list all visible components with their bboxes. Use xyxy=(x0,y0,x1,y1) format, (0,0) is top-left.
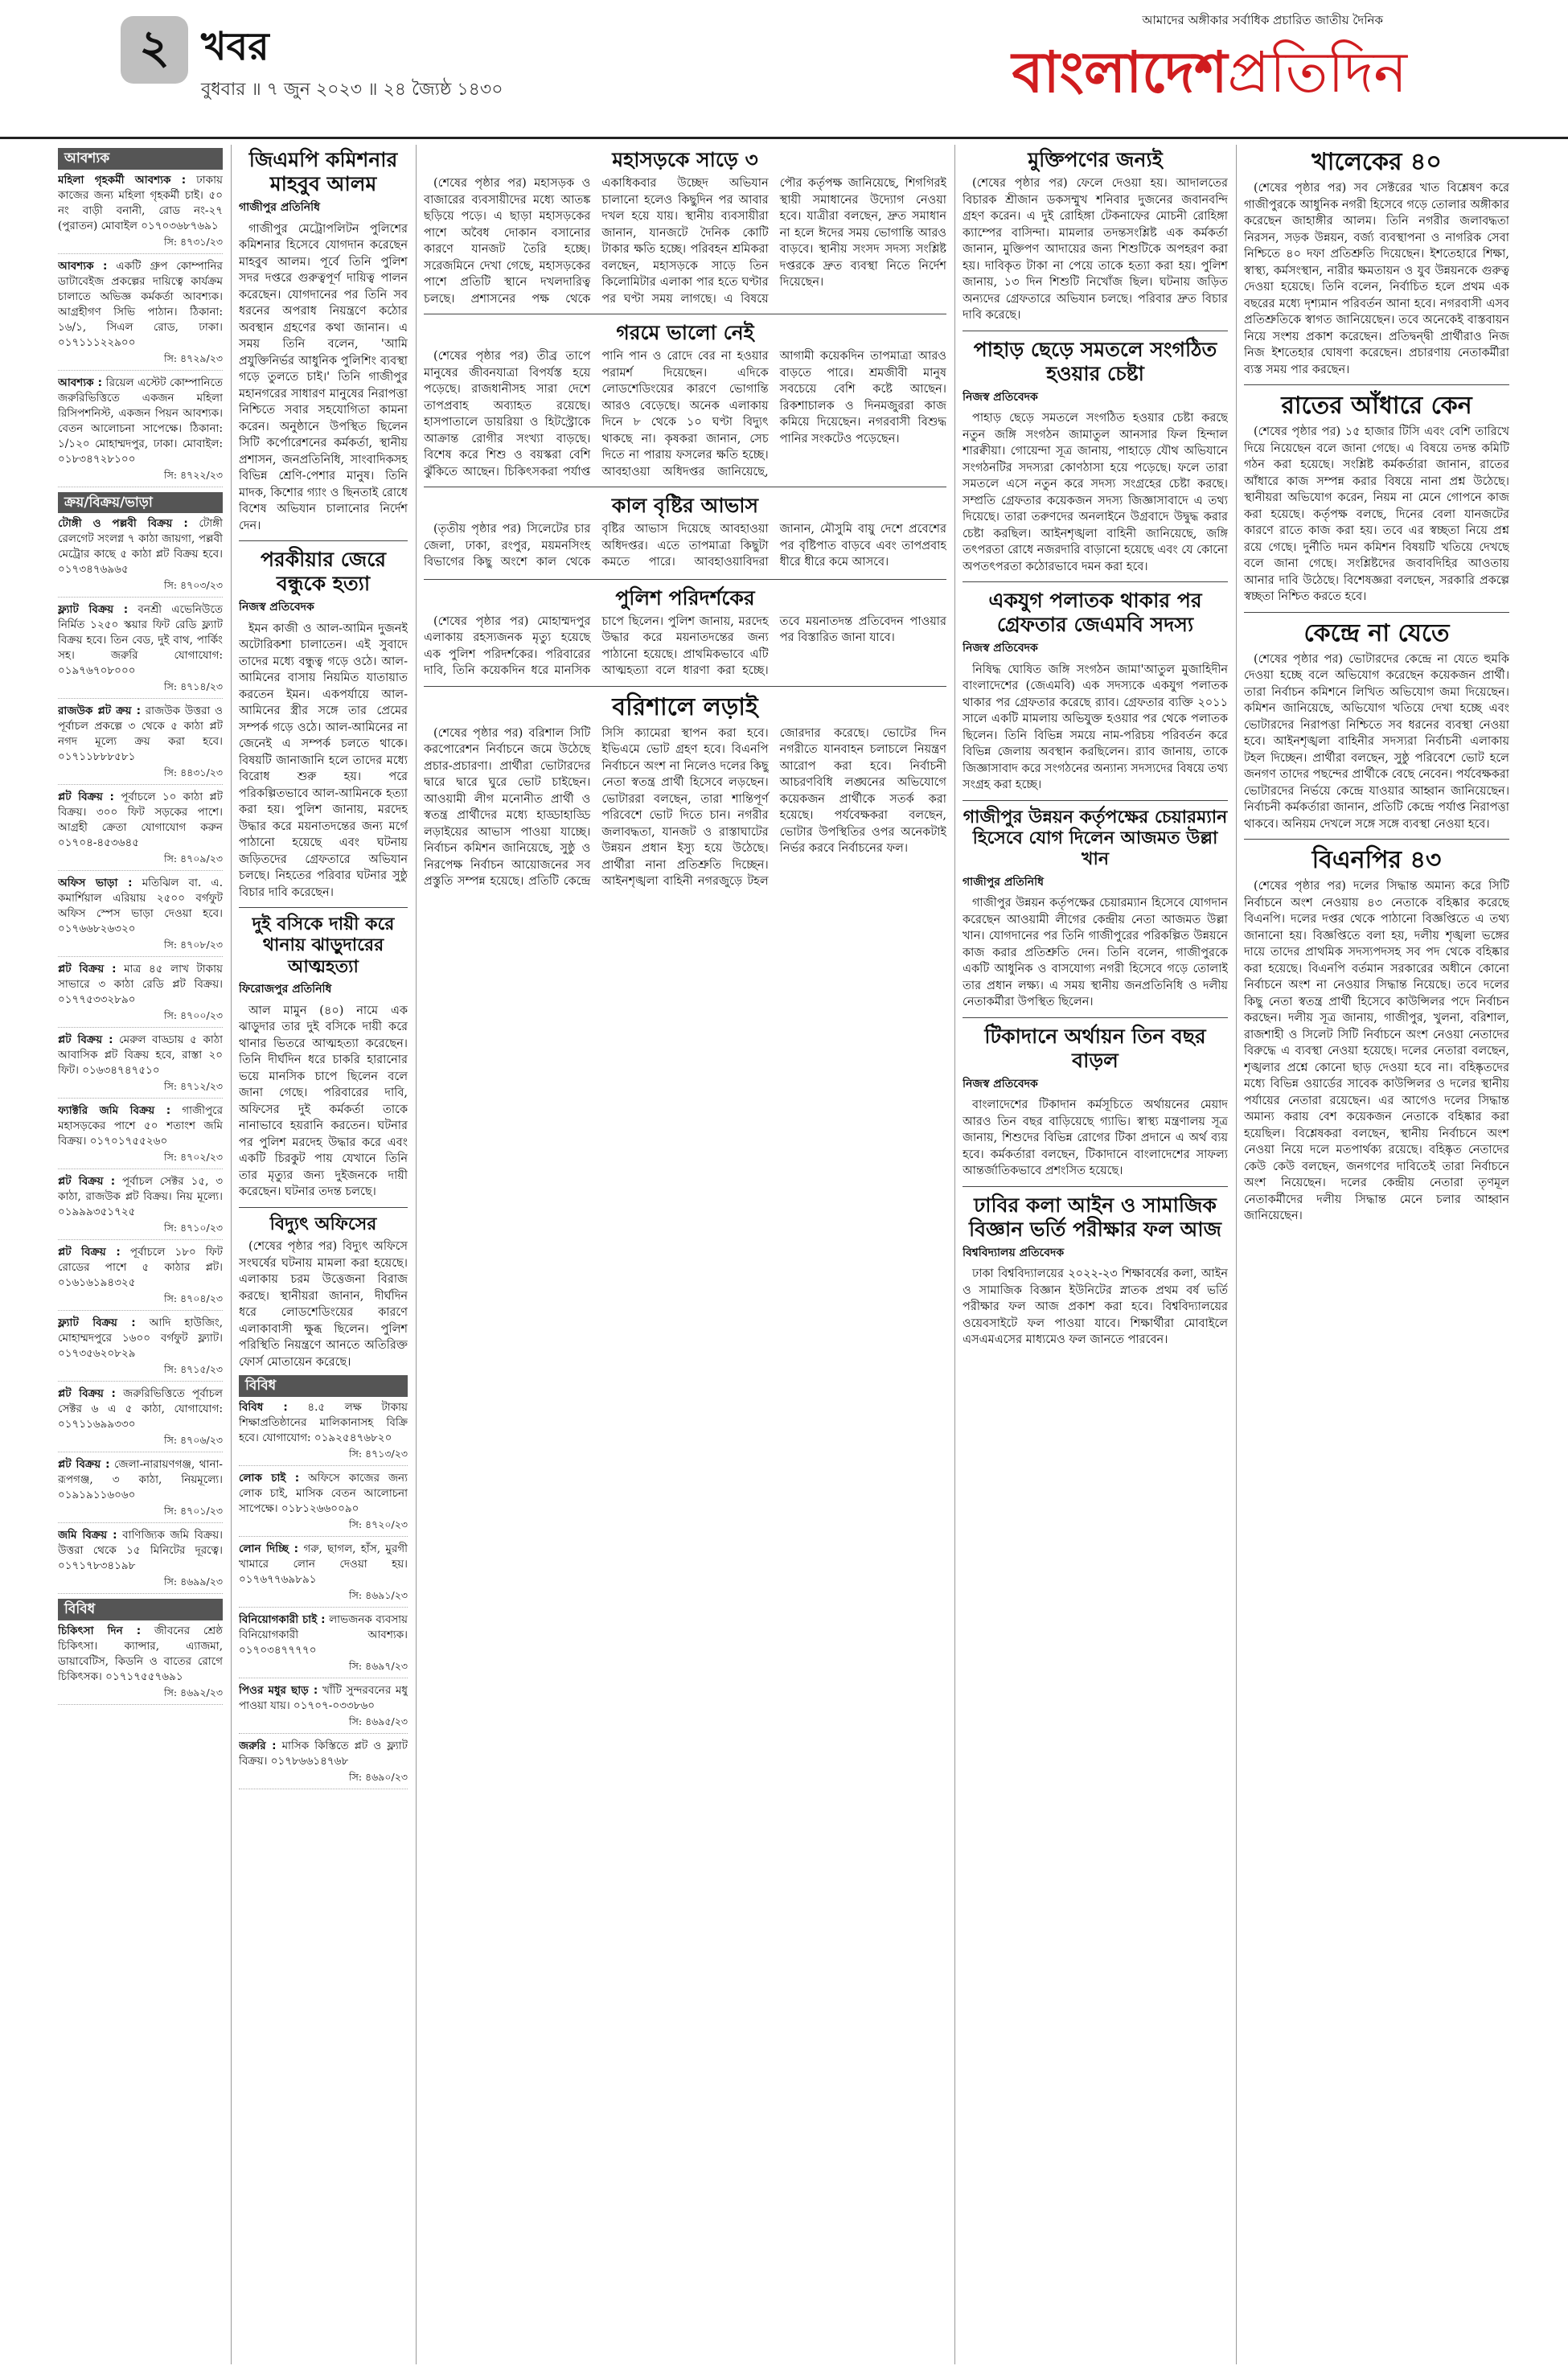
classified-ad xyxy=(239,1400,408,1466)
byline: বিশ্ববিদ্যালয় প্রতিবেদক xyxy=(963,1246,1065,1259)
classified-ad xyxy=(58,1103,223,1169)
classified-ad-body: আদি হাউজিং, মোহাম্মদপুরে ১৬০০ বর্গফুট ফ্ল্যাট। ০১৭৩৫৬২০৮২৯ xyxy=(58,1316,223,1360)
article-body: (শেষের পৃষ্ঠার পর) ভোটারদের কেন্দ্রে না যেতে হুমকি দেওয়া হচ্ছে বলে অভিযোগ করেছেন কয়েকজন প্রার্থী। তারা নির্বাচন কমিশনে লিখিত অভিযোগ জমা দিয়েছেন। কমিশন জানিয়েছে, অভিযোগ খতিয়ে দেখা হচ্ছে এবং ভোটারদের নিরাপত্তা নিশ্চিতে সব ধরনের ব্যবস্থা নেওয়া হবে। আইনশৃঙ্খলা বাহিনীর সদস্যরা নির্বাচনী এলাকায় টহল দিচ্ছেন। প্রার্থীরা বলছেন, সুষ্ঠু পরিবেশে ভোট হলে জনগণ তাদের পছন্দের প্রার্থীকে বেছে নেবেন। পর্যবেক্ষকরা ভোটারদের নির্ভয়ে কেন্দ্রে যাওয়ার আহ্বান জানিয়েছেন। নির্বাচনী কর্মকর্তারা জানান, প্রতিটি কেন্দ্রে পর্যাপ্ত নিরাপত্তা থাকবে। অনিয়ম দেখলে সঙ্গে সঙ্গে ব্যবস্থা নেওয়া হবে। xyxy=(1244,652,1509,831)
news-column-4 xyxy=(963,145,1228,2364)
classified-ad xyxy=(58,1033,223,1099)
page-header xyxy=(0,0,1568,139)
article-body: (শেষের পৃষ্ঠার পর) সব সেক্টরের খাত বিশ্লেষণ করে গাজীপুরকে আধুনিক নগরী হিসেবে গড়ে তোলার অঙ্গীকার করেছেন জাহাঙ্গীর আলম। তিনি নগরীর জলাবদ্ধতা নিরসন, সড়ক উন্নয়ন, বর্জ্য ব্যবস্থাপনা ও নাগরিক সেবা নিশ্চিতে ৪০ দফা প্রতিশ্রুতি দিয়েছেন। ইশতেহারে শিক্ষা, স্বাস্থ্য, কর্মসংস্থান, নারীর ক্ষমতায়ন ও যুব উন্নয়নকে গুরুত্ব দেওয়া হয়েছে। তিনি বলেন, নির্বাচিত হলে প্রথম এক বছরের মধ্যে দৃশ্যমান পরিবর্তন আনা হবে। নগরবাসী এসব প্রতিশ্রুতিকে স্বাগত জানিয়েছেন। তবে অনেকেই বাস্তবায়ন নিয়ে সংশয় প্রকাশ করেছেন। প্রতিদ্বন্দ্বী প্রার্থীরাও নিজ নিজ ইশতেহার ঘোষণা করেছেন। প্রচারণায় নেতাকর্মীরা ব্যস্ত সময় পার করছেন। xyxy=(1244,182,1509,376)
classified-ad-body: জেলা-নারায়ণগঞ্জ, থানা-রূপগঞ্জ, ৩ কাঠা, নিয়মূল্যে। ০১৯১৯১১৬০৬০ xyxy=(58,1458,223,1501)
classified-ad-body: গাজীপুরে মহাসড়কের পাশে ৫০ শতাংশ জমি বিক্রয়। ০১৭০১৭৫৫২৬০ xyxy=(58,1104,223,1148)
article-body: (শেষের পৃষ্ঠার পর) দলের সিদ্ধান্ত অমান্য করে সিটি নির্বাচনে অংশ নেওয়ায় ৪৩ নেতাকে বহিষ্কার করেছে বিএনপি। দলের দপ্তর থেকে পাঠানো বিজ্ঞপ্তিতে এ তথ্য জানানো হয়। বিজ্ঞপ্তিতে বলা হয়, দলীয় শৃঙ্খলা ভঙ্গের দায়ে তাদের প্রাথমিক সদস্যপদসহ সব পদ থেকে বহিষ্কার করা হয়েছে। বিএনপি বর্তমান সরকারের অধীনে কোনো নির্বাচনে অংশ না নেওয়ার সিদ্ধান্ত নিয়েছে। তবে দলের কিছু নেতা স্বতন্ত্র প্রার্থী হিসেবে কাউন্সিলর পদে নির্বাচন করছেন। দলীয় সূত্র জানায়, গাজীপুর, খুলনা, বরিশাল, রাজশাহী ও সিলেট সিটি নির্বাচনে অংশ নেওয়া নেতাদের বিরুদ্ধে এ ব্যবস্থা নেওয়া হয়েছে। দলের নেতারা বলছেন, শৃঙ্খলার প্রশ্নে কোনো ছাড় দেওয়া হবে না। বহিষ্কৃতদের মধ্যে বিভিন্ন ওয়ার্ডের সাবেক কাউন্সিলর ও দলের স্থানীয় পর্যায়ের নেতারা রয়েছেন। এর আগেও দলের সিদ্ধান্ত অমান্য করায় বেশ কয়েকজন নেতাকে বহিষ্কার করা হয়েছিল। বিশ্লেষকরা বলছেন, স্থানীয় নির্বাচনে অংশ নেওয়া নিয়ে দলে মতপার্থক্য রয়েছে। বহিষ্কৃত নেতাদের কেউ কেউ বলছেন, জনগণের দাবিতেই তারা নির্বাচনে অংশ নিয়েছেন। দলের কেন্দ্রীয় নেতারা তৃণমূল নেতাকর্মীদের দলীয় সিদ্ধান্ত মেনে চলার আহ্বান জানিয়েছেন। xyxy=(1244,880,1509,1222)
classified-ad xyxy=(58,704,223,785)
classified-ad-body: পূর্বাচল সেক্টর ১৫, ৩ কাঠা, রাজউক প্লট বিক্রয়। নিয় মূল্যে। ০১৯৯৯৩৫১৭২৫ xyxy=(58,1175,223,1218)
headline: গাজীপুর উন্নয়ন কর্তৃপক্ষের চেয়ারম্যান হিসেবে যোগ দিলেন আজমত উল্লা খান xyxy=(963,807,1228,870)
classified-ad xyxy=(239,1739,408,1789)
classified-ad-code: সি: ৪৭১৪/২৩ xyxy=(164,680,223,692)
headline: ঢাবির কলা আইন ও সামাজিক বিজ্ঞান ভর্তি পরীক্ষার ফল আজ xyxy=(968,1193,1222,1241)
classified-ad-title: ফ্যাক্টরি জমি বিক্রয় : xyxy=(58,1104,171,1117)
classified-ad xyxy=(58,1624,223,1705)
news-column-2 xyxy=(239,145,408,2364)
article-body: (শেষের পৃষ্ঠার পর) মোহাম্মদপুর এলাকায় রহস্যজনক মৃত্যু হয়েছে এক পুলিশ পরিদর্শকের। পরিবারের দাবি, তিনি কয়েকদিন ধরে মানসিক চাপে ছিলেন। পুলিশ জানায়, মরদেহ উদ্ধার করে ময়নাতদন্তের জন্য পাঠানো হয়েছে। প্রাথমিকভাবে এটি আত্মহত্যা বলে ধারণা করা হচ্ছে। তবে ময়নাতদন্ত প্রতিবেদন পাওয়ার পর বিস্তারিত জানা যাবে। xyxy=(424,614,946,677)
classified-ad-code: সি: ৪৭০৬/২৩ xyxy=(164,1434,223,1446)
classified-ad-code: সি: ৪৭০৯/২৩ xyxy=(164,852,223,865)
classified-ad-body: রিয়েল এস্টেট কোম্পানিতে জরুরিভিত্তিতে একজন মহিলা রিসিপশনিস্ট, একজন পিয়ন আবশ্যক। বেতন আলোচনা সাপেক্ষে। ঠিকানা: ১/১২০ মোহাম্মদপুর, ঢাকা। মোবাইল: ০১৮৩৪৭২৮১০০ xyxy=(58,376,223,466)
headline: বিএনপির ৪৩ xyxy=(1311,846,1442,874)
headline: পুলিশ পরিদর্শকের xyxy=(615,585,755,610)
classified-ad xyxy=(58,1316,223,1382)
classified-section-heading: বিবিধ xyxy=(58,1599,223,1620)
classified-ad-body: মাত্র ৪৫ লাখ টাকায় সাভারে ৩ কাঠা রেডি প্লট বিক্রয়। ০১৭৭৫৩৩২৮৯০ xyxy=(58,963,223,1006)
classified-ad xyxy=(58,1528,223,1594)
classified-ad-code: সি: ৪৪৩১/২৩ xyxy=(164,766,223,778)
page-number: ২ xyxy=(121,16,188,84)
headline: কাল বৃষ্টির আভাস xyxy=(611,494,759,517)
classified-ad-title: মহিলা গৃহকর্মী আবশ্যক : xyxy=(58,173,187,187)
classified-ad-title: টোঙ্গী ও পল্লবী বিক্রয় : xyxy=(58,517,188,530)
classified-ad-title: আবশ্যক : xyxy=(58,259,108,273)
classified-ad-title: প্লট বিক্রয় : xyxy=(58,1175,116,1188)
headline: জিএমপি কমিশনার মাহবুব আলম xyxy=(248,148,398,195)
headline: পরকীয়ার জেরে বন্ধুকে হত্যা xyxy=(260,548,387,595)
classifieds-column xyxy=(58,145,223,2364)
byline: নিজস্ব প্রতিবেদক xyxy=(239,601,314,614)
classified-ad-code: সি: ৪৬৯৯/২৩ xyxy=(164,1575,223,1587)
article-body: (শেষের পৃষ্ঠার পর) তীব্র তাপে মানুষের জীবনযাত্রা বিপর্যস্ত হয়ে পড়েছে। রাজধানীসহ সারা দেশে তাপপ্রবাহ অব্যাহত রয়েছে। হাসপাতালে ডায়রিয়া ও হিটস্ট্রোকে আক্রান্ত রোগীর সংখ্যা বাড়ছে। বিশেষ করে শিশু ও বয়স্করা বেশি ঝুঁকিতে আছেন। চিকিৎসকরা পর্যাপ্ত পানি পান ও রোদে বের না হওয়ার পরামর্শ দিয়েছেন। এদিকে লোডশেডিংয়ের কারণে ভোগান্তি আরও বেড়েছে। অনেক এলাকায় দিনে ৮ থেকে ১০ ঘণ্টা বিদ্যুৎ থাকছে না। কৃষকরা জানান, সেচ দিতে না পারায় ফসলের ক্ষতি হচ্ছে। আবহাওয়া অধিদপ্তর জানিয়েছে, আগামী কয়েকদিন তাপমাত্রা আরও বাড়তে পারে। শ্রমজীবী মানুষ সবচেয়ে বেশি কষ্টে আছেন। রিকশাচালক ও দিনমজুররা কাজ কমিয়ে দিয়েছেন। নগরবাসী বিশুদ্ধ পানির সংকটেও পড়েছেন। xyxy=(424,350,946,478)
byline: গাজীপুর প্রতিনিধি xyxy=(239,201,321,214)
classified-ad-body: টোঙ্গী রেলগেট সংলগ্ন ৭ কাঠা জায়গা, পল্লবী মেট্রোর কাছে ৫ কাঠা প্লট বিক্রয় হবে। ০১৭৩৪৭৬৯৬৫ xyxy=(58,517,223,576)
logo-tagline: আমাদের অঙ্গীকার সর্বাধিক প্রচারিত জাতীয় দৈনিক xyxy=(1142,13,1383,27)
classified-ad-code: সি: ৪৭০১/২৩ xyxy=(164,1505,223,1517)
classified-ad-code: সি: ৪৭১০/২৩ xyxy=(164,1222,223,1234)
article-body: (শেষের পৃষ্ঠার পর) বিদ্যুৎ অফিসে সংঘর্ষের ঘটনায় মামলা করা হয়েছে। এলাকায় চরম উত্তেজনা বিরাজ করছে। স্থানীয়রা জানান, দীর্ঘদিন ধরে লোডশেডিংয়ের কারণে এলাকাবাসী ক্ষুব্ধ ছিলেন। পুলিশ পরিস্থিতি নিয়ন্ত্রণে আনতে অতিরিক্ত ফোর্স মোতায়েন করেছে। xyxy=(239,1240,408,1369)
article-body: গাজীপুর মেট্রোপলিটন পুলিশের কমিশনার হিসেবে যোগদান করেছেন মাহবুব আলম। পূর্বে তিনি পুলিশ সদর দপ্তরে গুরুত্বপূর্ণ দায়িত্ব পালন করেছেন। যোগদানের পর তিনি সব ধরনের অপরাধ নিয়ন্ত্রণে কঠোর অবস্থান গ্রহণের কথা জানান। এ সময় তিনি বলেন, 'আমি প্রযুক্তিনির্ভর আধুনিক পুলিশিং ব্যবস্থা গড়ে তুলতে চাই।' তিনি গাজীপুর মহানগরের সাধারণ মানুষের নিরাপত্তা নিশ্চিতে সবার সহযোগিতা কামনা করেন। অনুষ্ঠানে উপস্থিত ছিলেন সিটি কর্পোরেশনের কর্মকর্তা, স্থানীয় প্রশাসন, জনপ্রতিনিধি, সাংবাদিকসহ বিভিন্ন শ্রেণি-পেশার মানুষ। তিনি মাদক, কিশোর গ্যাং ও ছিনতাই রোধে বিশেষ অভিযান চালানোর নির্দেশ দেন। xyxy=(239,222,408,532)
headline: বরিশালে লড়াই xyxy=(612,692,758,721)
classified-ad-body: রাজউক উত্তরা ও পূর্বাচল প্রকল্পে ৩ থেকে ৫ কাঠা প্লট নগদ মূল্যে ক্রয় করা হবে। ০১৭১১৮৮৮৫৮১ xyxy=(58,704,223,763)
classified-ad-body: জীবনের শ্রেষ্ঠ চিকিৎসা। ক্যান্সার, এ্যাজমা, ডায়াবেটিস, কিডনি ও বাতের রোগে চিকিৎসক। ০১৭১৭৫৫৭৬৯১ xyxy=(58,1624,223,1683)
classified-ad-title: আবশ্যক : xyxy=(58,376,103,389)
classified-section-heading: আবশ্যক xyxy=(58,148,223,170)
classified-ad-code: সি: ৪৭১৩/২৩ xyxy=(349,1447,408,1460)
classified-ad-body: খাঁটি সুন্দরবনের মধু পাওয়া যায়। ০১৭০৭-০৩৩৮৬০ xyxy=(239,1683,408,1712)
headline: বিদ্যুৎ অফিসের xyxy=(269,1214,377,1234)
byline: ফিরোজপুর প্রতিনিধি xyxy=(239,983,332,996)
classified-ad-title: পিওর মধুর ছাড় : xyxy=(239,1683,318,1697)
article-body: গাজীপুর উন্নয়ন কর্তৃপক্ষের চেয়ারম্যান হিসেবে যোগদান করেছেন আওয়ামী লীগের কেন্দ্রীয় নেতা আজমত উল্লা খান। যোগদানের পর তিনি গাজীপুরের পরিকল্পিত উন্নয়নে কাজ করার প্রতিশ্রুতি দেন। তিনি বলেন, গাজীপুরকে একটি আধুনিক ও বাসযোগ্য নগরী হিসেবে গড়ে তোলাই তার প্রধান লক্ষ্য। এ সময় স্থানীয় জনপ্রতিনিধি ও দলীয় নেতাকর্মীরা উপস্থিত ছিলেন। xyxy=(963,897,1228,1009)
classified-ad xyxy=(58,1386,223,1452)
classified-ad xyxy=(58,259,223,371)
classified-ad-code: সি: ৪৭১২/২৩ xyxy=(164,1080,223,1092)
article-body: ইমন কাজী ও আল-আমিন দুজনই অটোরিকশা চালাতেন। এই সুবাদে তাদের মধ্যে বন্ধুত্ব গড়ে ওঠে। আল-আমিনের বাসায় নিয়মিত যাতায়াত করতেন ইমন। একপর্যায়ে আল-আমিনের স্ত্রীর সঙ্গে তার প্রেমের সম্পর্ক গড়ে ওঠে। আল-আমিনের না জেনেই এ সম্পর্ক চলতে থাকে। বিষয়টি জানাজানি হলে তাদের মধ্যে বিরোধ শুরু হয়। পরে পরিকল্পিতভাবে আল-আমিনকে হত্যা করা হয়। পুলিশ জানায়, মরদেহ উদ্ধার করে ময়নাতদন্তের জন্য মর্গে পাঠানো হয়েছে এবং ঘটনায় জড়িতদের গ্রেফতারে অভিযান চলছে। নিহতের পরিবার ঘটনার সুষ্ঠু বিচার দাবি করেছেন। xyxy=(239,622,408,899)
classified-ad-body: ৪.৫ লক্ষ টাকায় শিক্ষাপ্রতিষ্ঠানের মালিকানাসহ বিক্রি হবে। যোগাযোগ: ০১৯২৫৪৭৬৮২০ xyxy=(239,1400,408,1444)
classified-ad-body: মাসিক কিস্তিতে প্লট ও ফ্ল্যাট বিক্রয়। ০১৭৮৬৬১৪৭৬৮ xyxy=(239,1739,408,1768)
classified-ad xyxy=(58,173,223,254)
byline: নিজস্ব প্রতিবেদক xyxy=(963,642,1038,655)
headline: কেন্দ্রে না যেতে xyxy=(1303,618,1450,647)
classified-ad-title: বিবিধ : xyxy=(239,1400,288,1414)
classified-ad xyxy=(239,1542,408,1608)
headline: রাতের আঁধারে কেন xyxy=(1281,392,1472,420)
headline: মুক্তিপণের জন্যই xyxy=(1028,148,1163,171)
classified-ad-code: সি: ৪৭৩১/২৩ xyxy=(164,235,223,248)
headline: টিকাদানে অর্থায়ন তিন বছর বাড়ল xyxy=(984,1024,1206,1072)
classified-ad-title: প্লট বিক্রয় : xyxy=(58,791,114,803)
classified-ad-title: অফিস ভাড়া : xyxy=(58,877,133,889)
classified-ad xyxy=(58,876,223,957)
article-body: (শেষের পৃষ্ঠার পর) বরিশাল সিটি করপোরেশন নির্বাচনে জমে উঠেছে প্রচার-প্রচারণা। প্রার্থীরা ভোটারদের দ্বারে দ্বারে ঘুরে ভোট চাইছেন। আওয়ামী লীগ মনোনীত প্রার্থী ও স্বতন্ত্র প্রার্থীদের মধ্যে হাড্ডাহাড্ডি লড়াইয়ের আভাস পাওয়া যাচ্ছে। নির্বাচন কমিশন জানিয়েছে, সুষ্ঠু ও নিরপেক্ষ নির্বাচন আয়োজনের সব প্রস্তুতি সম্পন্ন হয়েছে। প্রতিটি কেন্দ্রে সিসি ক্যামেরা স্থাপন করা হবে। ইভিএমে ভোট গ্রহণ হবে। বিএনপি নির্বাচনে অংশ না নিলেও দলের কিছু নেতা স্বতন্ত্র প্রার্থী হিসেবে লড়ছেন। ভোটাররা বলছেন, তারা শান্তিপূর্ণ পরিবেশে ভোট দিতে চান। নগরীর জলাবদ্ধতা, যানজট ও রাস্তাঘাটের উন্নয়ন প্রধান ইস্যু হয়ে উঠেছে। প্রার্থীরা নানা প্রতিশ্রুতি দিচ্ছেন। আইনশৃঙ্খলা বাহিনী নগরজুড়ে টহল জোরদার করেছে। ভোটের দিন নগরীতে যানবাহন চলাচলে নিয়ন্ত্রণ আরোপ করা হবে। নির্বাচনী আচরণবিধি লঙ্ঘনের অভিযোগে কয়েকজন প্রার্থীকে সতর্ক করা হয়েছে। পর্যবেক্ষকরা বলছেন, ভোটার উপস্থিতির ওপর অনেকটাই নির্ভর করবে নির্বাচনের ফল। xyxy=(424,726,946,888)
article-body: (শেষের পৃষ্ঠার পর) ফেলে দেওয়া হয়। আদালতের বিচারক শ্রীজান ডকসম্মুখ শনিবার দুজনের জবানবন্দি গ্রহণ করেন। এ দুই রোহিঙ্গা টেকনাফের মোচনী রোহিঙ্গা ক্যাম্পের বাসিন্দা। মামলার তদন্তসংশ্লিষ্ট এক কর্মকর্তা জানান, মুক্তিপণ আদায়ের জন্য শিশুটিকে অপহরণ করা হয়। দাবিকৃত টাকা না পেয়ে তাকে হত্যা করা হয়। পুলিশ জানায়, ১৩ দিন শিশুটি নিখোঁজ ছিল। ঘটনায় জড়িত অন্যদের গ্রেফতারে অভিযান চলছে। পরিবার দ্রুত বিচার দাবি করেছে। xyxy=(963,177,1228,322)
date-line: বুধবার ॥ ৭ জুন ২০২৩ ॥ ২৪ জ্যৈষ্ঠ ১৪৩০ xyxy=(201,80,503,100)
headline: গরমে ভালো নেই xyxy=(616,321,754,344)
classified-ad-code: সি: ৪৬৯১/২৩ xyxy=(349,1588,408,1601)
headline: দুই বসিকে দায়ী করে থানায় ঝাড়ুদারের আত্মহত্যা xyxy=(252,914,395,977)
classified-ad xyxy=(239,1471,408,1537)
classified-ad-body: গরু, ছাগল, হাঁস, মুরগী খামারে লোন দেওয়া হয়। ০১৭৬৭৭৬৯৮৯১ xyxy=(239,1542,408,1586)
article-body: (শেষের পৃষ্ঠার পর) ১৫ হাজার টিসি এবং বেশি তারিখে দিয়ে নিয়েছেন বলে জানা গেছে। এ বিষয়ে তদন্ত কমিটি গঠন করা হয়েছে। সংশ্লিষ্ট কর্মকর্তারা জানান, রাতের আঁধারে কাজ সম্পন্ন করার বিষয়ে নানা প্রশ্ন উঠেছে। স্থানীয়রা অভিযোগ করেন, নিয়ম না মেনে গোপনে কাজ করা হয়েছে। কর্তৃপক্ষ বলছে, দিনের বেলা যানজটের কারণে রাতে কাজ করা হয়। তবে এর স্বচ্ছতা নিয়ে প্রশ্ন রয়ে গেছে। দুর্নীতি দমন কমিশন বিষয়টি খতিয়ে দেখছে বলে জানা গেছে। সংশ্লিষ্টদের জবাবদিহির আওতায় আনার দাবি উঠেছে। বিশেষজ্ঞরা বলছেন, সরকারি প্রকল্পে স্বচ্ছতা নিশ্চিত করতে হবে। xyxy=(1244,425,1509,603)
classified-ad xyxy=(239,1683,408,1734)
classified-ad-body: জরুরিভিত্তিতে পূর্বাচল সেক্টর ৬ এ ৫ কাঠা, যোগাযোগ: ০১৭১১৬৯৯৩৩০ xyxy=(58,1387,223,1431)
classified-ad-code: সি: ৪৭১৫/২৩ xyxy=(164,1363,223,1375)
headline: খালেকের ৪০ xyxy=(1311,148,1442,176)
classified-ad xyxy=(58,1245,223,1311)
classified-ad-title: প্লট বিক্রয় : xyxy=(58,1387,116,1400)
article-body: নিষিদ্ধ ঘোষিত জঙ্গি সংগঠন জামা'আতুল মুজাহিদীন বাংলাদেশের (জেএমবি) এক সদস্যকে একযুগ পলাতক থাকার পর গ্রেফতার করেছে র‌্যাব। গ্রেফতার ব্যক্তি ২০১১ সালে একটি মামলায় অভিযুক্ত হওয়ার পর থেকে পলাতক ছিলেন। তিনি বিভিন্ন সময়ে নাম-পরিচয় পরিবর্তন করে বিভিন্ন জেলায় অবস্থান করছিলেন। র‌্যাব জানায়, তাকে জিজ্ঞাসাবাদ করে সংগঠনের অন্যান্য সদস্যদের বিষয়ে তথ্য সংগ্রহ করা হচ্ছে। xyxy=(963,663,1228,791)
classified-ad-body: একটি গ্রুপ কোম্পানির ডাটাবেইজ প্রকল্পের দায়িত্বে কার্যক্রম চালাতে অভিজ্ঞ কর্মকর্তা আবশ্যক। আগ্রহীগণ সিভি পাঠান। ঠিকানা: ১৬/১, সিএল রোড, ঢাকা। ০১৭১১১২২৯০০ xyxy=(58,259,223,349)
classified-ad-title: লোক চাই : xyxy=(239,1471,300,1485)
article-body: আল মামুন (৪০) নামে এক ঝাড়ুদার তার দুই বসিকে দায়ী করে থানার ভিতরে আত্মহত্যা করেছেন। তিনি দীর্ঘদিন ধরে চাকরি হারানোর ভয়ে মানসিক চাপে ছিলেন বলে জানা গেছে। পরিবারের দাবি, অফিসের দুই কর্মকর্তা তাকে নানাভাবে হয়রানি করতেন। ঘটনার পর পুলিশ মরদেহ উদ্ধার করে এবং একটি চিরকুট পায় যেখানে তিনি তার মৃত্যুর জন্য দুইজনকে দায়ী করেছেন। ঘটনার তদন্ত চলছে। xyxy=(239,1004,408,1199)
classified-ad-code: সি: ৪৭২৯/২৩ xyxy=(164,351,223,364)
classified-ad-title: জরুরি : xyxy=(239,1739,277,1752)
news-column-5 xyxy=(1244,145,1509,2364)
classified-ad-code: সি: ৪৭২০/২৩ xyxy=(349,1518,408,1530)
headline: একযুগ পলাতক থাকার পর গ্রেফতার জেএমবি সদস্য xyxy=(988,589,1202,636)
article-body: বাংলাদেশের টিকাদান কর্মসূচিতে অর্থায়নের মেয়াদ আরও তিন বছর বাড়িয়েছে গ্যাভি। স্বাস্থ্য মন্ত্রণালয় সূত্র জানায়, শিশুদের বিভিন্ন রোগের টিকা প্রদানে এ অর্থ ব্যয় হবে। কর্মকর্তারা বলছেন, টিকাদানে বাংলাদেশের সাফল্য আন্তর্জাতিকভাবে প্রশংসিত হয়েছে। xyxy=(963,1099,1228,1178)
classified-ad xyxy=(58,516,223,598)
newspaper-logo: বাংলাদেশপ্রতিদিন xyxy=(1012,39,1407,105)
classified-ad-body: লাভজনক ব্যবসায় বিনিয়োগকারী আবশ্যক। ০১৭০৩৪৭৭৭৭০ xyxy=(239,1612,408,1657)
classified-ad-body: পূর্বাচলে ১০ কাঠা প্লট বিক্রয়। ৩০০ ফিট সড়কের পাশে। আগ্রহী ক্রেতা যোগাযোগ করুন ০১৭০৪-৪৫৩৬৪৫ xyxy=(58,791,223,849)
classified-ad-title: বিনিয়োগকারী চাই : xyxy=(239,1612,326,1626)
classified-ad-code: সি: ৪৬৯৭/২৩ xyxy=(349,1659,408,1672)
classified-ad-code: সি: ৪৭২২/২৩ xyxy=(164,468,223,481)
classified-ad xyxy=(58,1174,223,1240)
classified-ad-body: মতিঝিল বা. এ. কমার্শিয়াল এরিয়ায় ২৫০০ বর্গফুট অফিস স্পেস ভাড়া দেওয়া হবে। ০১৭৬৬৮২৬৩২০ xyxy=(58,877,223,935)
classified-ad xyxy=(58,602,223,699)
classified-ad-code: সি: ৪৬৯২/২৩ xyxy=(164,1686,223,1698)
classified-ad-title: জমি বিক্রয় : xyxy=(58,1529,117,1542)
classified-ad-code: সি: ৪৭০৪/২৩ xyxy=(164,1292,223,1304)
classified-ad xyxy=(58,376,223,487)
classified-ad-title: ফ্ল্যাট বিক্রয় : xyxy=(58,1316,136,1329)
classified-ad-code: সি: ৪৭০৮/২৩ xyxy=(164,939,223,951)
classified-ad-title: চিকিৎসা দিন : xyxy=(58,1624,142,1637)
article-body: ঢাকা বিশ্ববিদ্যালয়ের ২০২২-২৩ শিক্ষাবর্ষের কলা, আইন ও সামাজিক বিজ্ঞান ইউনিটের স্নাতক প্রথম বর্ষ ভর্তি পরীক্ষার ফল আজ প্রকাশ করা হবে। বিশ্ববিদ্যালয়ের ওয়েবসাইটে ফল পাওয়া যাবে। শিক্ষার্থীরা মোবাইলে এসএমএসের মাধ্যমেও ফল জানতে পারবেন। xyxy=(963,1267,1228,1347)
article-body: পাহাড় ছেড়ে সমতলে সংগঠিত হওয়ার চেষ্টা করছে নতুন জঙ্গি সংগঠন জামাতুল আনসার ফিল হিন্দাল শারক্বীয়া। গোয়েন্দা সূত্র জানায়, পাহাড়ে যৌথ অভিযানে সংগঠনটির সদস্যরা কোণঠাসা হয়ে পড়েছে। ফলে তারা সমতলে এসে নতুন করে সদস্য সংগ্রহের চেষ্টা করছে। সম্প্রতি গ্রেফতার কয়েকজন সদস্য জিজ্ঞাসাবাদে এ তথ্য দিয়েছে। তারা তরুণদের অনলাইনে উগ্রবাদে উদ্বুদ্ধ করার চেষ্টা করছিল। আইনশৃঙ্খলা বাহিনী জানিয়েছে, জঙ্গি তৎপরতা রোধে নজরদারি বাড়ানো হয়েছে এবং যে কোনো অপতৎপরতা কঠোরভাবে দমন করা হবে। xyxy=(963,412,1228,573)
section-title: খবর xyxy=(201,24,269,69)
headline: পাহাড় ছেড়ে সমতলে সংগঠিত হওয়ার চেষ্টা xyxy=(973,337,1217,385)
headline: মহাসড়কে সাড়ে ৩ xyxy=(612,148,758,171)
classified-ad-title: ফ্ল্যাট বিক্রয় : xyxy=(58,603,129,616)
classified-ad xyxy=(58,790,223,871)
classified-ad-title: প্লট বিক্রয় : xyxy=(58,1458,110,1471)
classified-ad-code: সি: ৪৭০৩/২৩ xyxy=(164,579,223,591)
classified-ad xyxy=(239,1612,408,1678)
news-column-3 xyxy=(424,145,946,2364)
classified-section-heading: ক্রয়/বিক্রয়/ভাড়া xyxy=(58,492,223,514)
classified-ad-body: অফিসে কাজের জন্য লোক চাই, মাসিক বেতন আলোচনা সাপেক্ষে। ০১৮১২৬৬০০৯০ xyxy=(239,1471,408,1515)
classified-ad-body: মেরুল বাড্ডায় ৫ কাঠা আবাসিক প্লট বিক্রয় হবে, রাস্তা ২০ ফিট। ০১৬৩৪৭৪৭৫১০ xyxy=(58,1033,223,1077)
byline: নিজস্ব প্রতিবেদক xyxy=(963,390,1038,404)
classified-ad-code: সি: ৪৭০২/২৩ xyxy=(164,1151,223,1163)
classified-ad-title: প্লট বিক্রয় : xyxy=(58,1246,121,1259)
classified-ad-code: সি: ৪৬৯০/২৩ xyxy=(349,1770,408,1783)
classified-ad-title: প্লট বিক্রয় : xyxy=(58,963,117,975)
classified-ad-code: সি: ৪৬৯৫/২৩ xyxy=(349,1715,408,1727)
classified-section-heading: বিবিধ xyxy=(239,1375,408,1397)
classified-ad-title: রাজউক প্লট ক্রয় : xyxy=(58,704,141,717)
classified-ad-body: ঢাকায় কাজের জন্য মহিলা গৃহকর্মী চাই। ৫০ নং বাড়ী বনানী, রোড নং-২৭ (পুরাতন) মোবাইল ০১৭০৩৬৮৭৬৯১ xyxy=(58,173,223,232)
byline: নিজস্ব প্রতিবেদক xyxy=(963,1077,1038,1090)
article-body: (শেষের পৃষ্ঠার পর) মহাসড়ক ও বাজারের ব্যবসায়ীদের মধ্যে আতঙ্ক ছড়িয়ে পড়ে। এ ছাড়া মহাসড়কের পাশে অবৈধ দোকান বসানোর কারণে যানজট তৈরি হচ্ছে। সরেজমিনে দেখা গেছে, মহাসড়কের পাশে প্রতিটি স্থানে দখলদারিত্ব চলছে। প্রশাসনের পক্ষ থেকে একাধিকবার উচ্ছেদ অভিযান চালানো হলেও কিছুদিন পর আবার দখল হয়ে যায়। স্থানীয় ব্যবসায়ীরা জানান, যানজটে দৈনিক কোটি টাকার ক্ষতি হচ্ছে। পরিবহন শ্রমিকরা বলছেন, মহাসড়কে সাড়ে তিন কিলোমিটার এলাকা পার হতে ঘণ্টার পর ঘণ্টা সময় লাগছে। এ বিষয়ে পৌর কর্তৃপক্ষ জানিয়েছে, শিগগিরই স্থায়ী সমাধানের উদ্যোগ নেওয়া হবে। যাত্রীরা বলছেন, দ্রুত সমাধান না হলে ঈদের সময় ভোগান্তি আরও বাড়বে। স্থানীয় সংসদ সদস্য সংশ্লিষ্ট দপ্তরকে দ্রুত ব্যবস্থা নিতে নির্দেশ দিয়েছেন। xyxy=(424,177,946,306)
classified-ad-body: পূর্বাচলে ১৮০ ফিট রোডের পাশে ৫ কাঠার প্লট। ০১৬১৬১৯৪৩২৫ xyxy=(58,1246,223,1289)
byline: গাজীপুর প্রতিনিধি xyxy=(963,875,1045,889)
classified-ad-code: সি: ৪৭০০/২৩ xyxy=(164,1009,223,1021)
classified-ad-title: লোন দিচ্ছি : xyxy=(239,1542,298,1555)
classified-ad xyxy=(58,962,223,1028)
classified-ad-title: প্লট বিক্রয় : xyxy=(58,1033,113,1046)
classified-ad-body: বাণিজ্যিক জমি বিক্রয়। উত্তরা থেকে ১৫ মিনিটের দূরত্বে। ০১৭১৭৮৩৪১৯৮ xyxy=(58,1529,223,1572)
article-body: (তৃতীয় পৃষ্ঠার পর) সিলেটের চার জেলা, ঢাকা, রংপুর, ময়মনসিংহ বিভাগের কিছু অংশে কাল থেকে বৃষ্টির আভাস দিয়েছে আবহাওয়া অধিদপ্তর। এতে তাপমাত্রা কিছুটা কমতে পারে। আবহাওয়াবিদরা জানান, মৌসুমি বায়ু দেশে প্রবেশের পর বৃষ্টিপাত বাড়বে এবং তাপপ্রবাহ ধীরে ধীরে কমে আসবে। xyxy=(424,523,946,569)
classified-ad xyxy=(58,1457,223,1523)
classified-ad-body: বনশ্রী এভেনিউতে নির্মিত ১২৫০ স্কয়ার ফিট রেডি ফ্ল্যাট বিক্রয় হবে। তিন বেড, দুই বাথ, পার্কিং সহ। জরুরি যোগাযোগ: ০১৯৭৬৭০৮০০০ xyxy=(58,603,223,677)
